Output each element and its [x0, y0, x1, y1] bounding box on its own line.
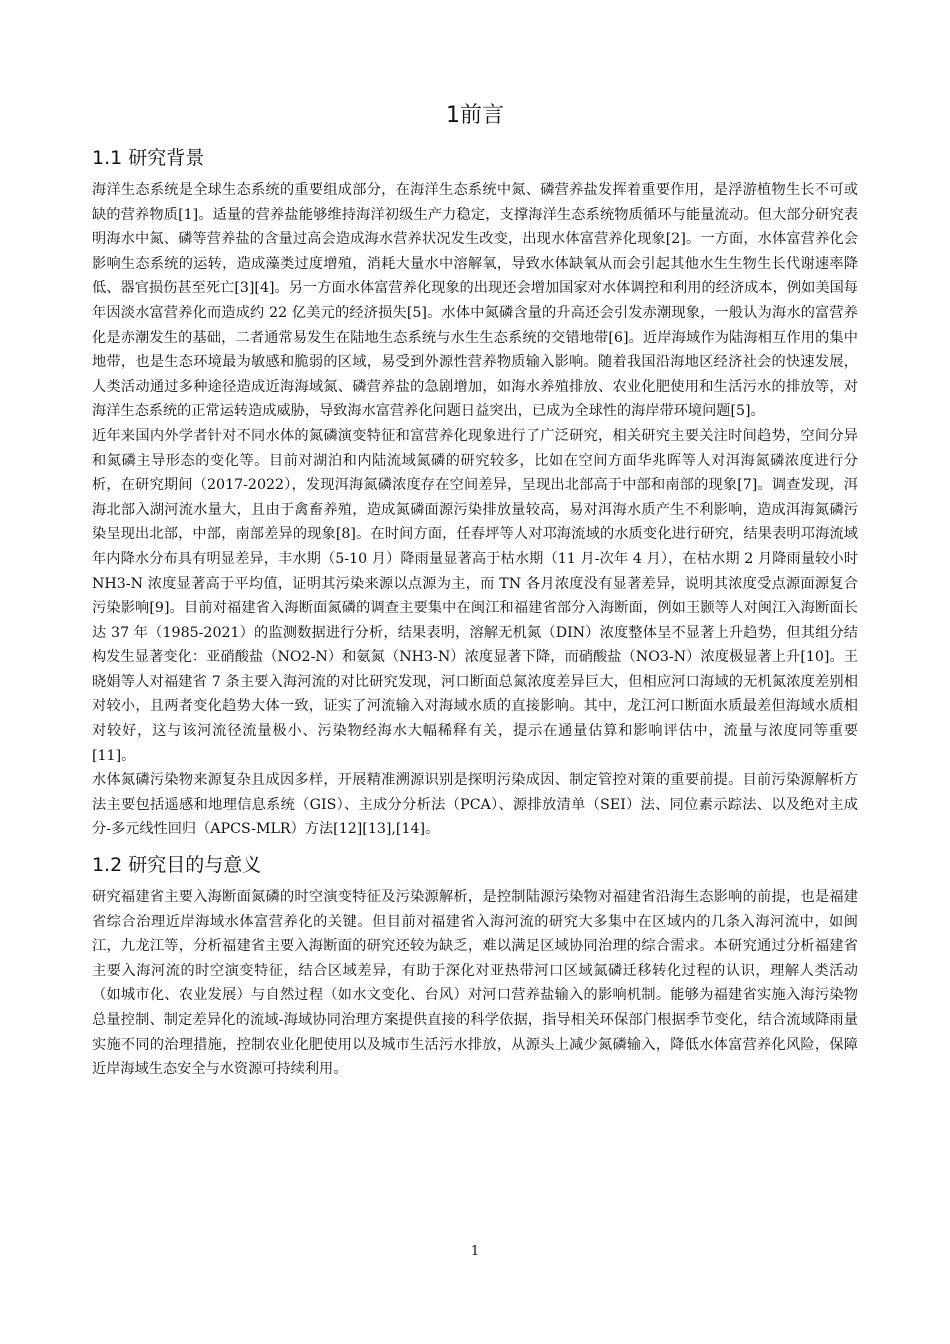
- chapter-title: 1前言: [446, 103, 504, 128]
- section-heading-purpose: 1.2 研究目的与意义: [92, 854, 262, 877]
- paragraph-background-1: 海洋生态系统是全球生态系统的重要组成部分，在海洋生态系统中氮、磷营养盐发挥着重要作用，是浮游植物生长不可或缺的营养物质[1]。适量的营养盐能够维持海洋初级生产力稳定，支撑海洋生态系统物质循环与能量流动。但大部分研究表明海水中氮、磷等营养盐的含量过高会造成海水营养状况发生改变，出现水体富营养化现象[2]。一方面，水体富营养化会影响生态系统的运转，造成藻类过度增殖，消耗大量水中溶解氧，导致水体缺氧从而会引起其他水生生物生长代谢速率降低、器官损伤甚至死亡[3][4]。另一方面水体富营养化现象的出现还会增加国家对水体调控和利用的经济成本，例如美国每年因淡水富营养化而造成约 22 亿美元的经济损失[5]。水体中氮磷含量的升高还会引发赤潮现象，一般认为海水的富营养化是赤潮发生的基础，二者通常易发生在陆地生态系统与水生生态系统的交错地带[6]。近岸海域作为陆海相互作用的集中地带，也是生态环境最为敏感和脆弱的区域，易受到外源性营养物质输入影响。随着我国沿海地区经济社会的快速发展，人类活动通过多种途径造成近海海域氮、磷营养盐的急剧增加，如海水养殖排放、农业化肥使用和生活污水的排放等，对海洋生态系统的正常运转造成威胁，导致海水富营养化问题日益突出，已成为全球性的海岸带环境问题[5]。: [92, 182, 858, 420]
- page-number: 1: [470, 1244, 480, 1259]
- paragraph-purpose-1: 研究福建省主要入海断面氮磷的时空演变特征及污染源解析，是控制陆源污染物对福建省沿海生态影响的前提，也是福建省综合治理近岸海域水体富营养化的关键。但目前对福建省入海河流的研究大多集中在区域内的几条入海河流中，如闽江，九龙江等，分析福建省主要入海断面的研究还较为缺乏，难以满足区域协同治理的综合需求。本研究通过分析福建省主要入海河流的时空演变特征，结合区域差异，有助于深化对亚热带河口区域氮磷迁移转化过程的认识，理解人类活动（如城市化、农业发展）与自然过程（如水文变化、台风）对河口营养盐输入的影响机制。能够为福建省实施入海污染物总量控制、制定差异化的流域-海域协同治理方案提供直接的科学依据，指导相关环保部门根据季节变化，结合流域降雨量实施不同的治理措施，控制农业化肥使用以及城市生活污水排放，从源头上减少氮磷输入，降低水体富营养化风险，保障近岸海域生态安全与水资源可持续利用。: [92, 889, 858, 1078]
- section-heading-background: 1.1 研究背景: [92, 147, 205, 169]
- paragraph-background-3: 水体氮磷污染物来源复杂且成因多样，开展精准溯源识别是探明污染成因、制定管控对策的重要前提。目前污染源解析方法主要包括遥感和地理信息系统（GIS）、主成分分析法（PCA）、源排放清单（SEI）法、同位素示踪法、以及绝对主成分-多元线性回归（APCS-MLR）方法[12][13],[14]。: [92, 772, 858, 838]
- paragraph-background-2: 近年来国内外学者针对不同水体的氮磷演变特征和富营养化现象进行了广泛研究，相关研究主要关注时间趋势，空间分异和氮磷主导形态的变化等。目前对湖泊和内陆流域氮磷的研究较多，比如在空间方面华兆晖等人对洱海氮磷浓度进行分析，在研究期间（2017-2022），发现洱海氮磷浓度存在空间差异，呈现出北部高于中部和南部的现象[7]。调查发现，洱海北部入湖河流水量大，且由于禽畜养殖，造成氮磷面源污染排放量较高，易对洱海水质产生不利影响，造成洱海氮磷污染呈现出北部，中部，南部差异的现象[8]。在时间方面，任春坪等人对邛海流域的水质变化进行研究，结果表明邛海流域年内降水分布具有明显差异，丰水期（5-10 月）降雨量显著高于枯水期（11 月-次年 4 月），在枯水期 2 月降雨量较小时 NH3-N 浓度显著高于平均值，证明其污染来源以点源为主，而 TN 各月浓度没有显著差异，说明其浓度受点源面源复合污染影响[9]。目前对福建省入海断面氮磷的调查主要集中在闽江和福建省部分入海断面，例如王颢等人对闽江入海断面长达 37 年（1985-2021）的监测数据进行分析，结果表明，溶解无机氮（DIN）浓度整体呈不显著上升趋势，但其组分结构发生显著变化：亚硝酸盐（NO2-N）和氨氮（NH3-N）浓度显著下降，而硝酸盐（NO3-N）浓度极显著上升[10]。王晓娟等人对福建省 7 条主要入海河流的对比研究发现，河口断面总氮浓度差异巨大，但相应河口海域的无机氮浓度差别相对较小，且两者变化趋势大体一致，证实了河流输入对海域水质的直接影响。其中，龙江河口断面水质最差但海域水质相对较好，这与该河流径流量极小、污染物经海水大幅稀释有关，提示在通量估算和影响评估中，流量与浓度同等重要[11]。: [92, 427, 858, 764]
